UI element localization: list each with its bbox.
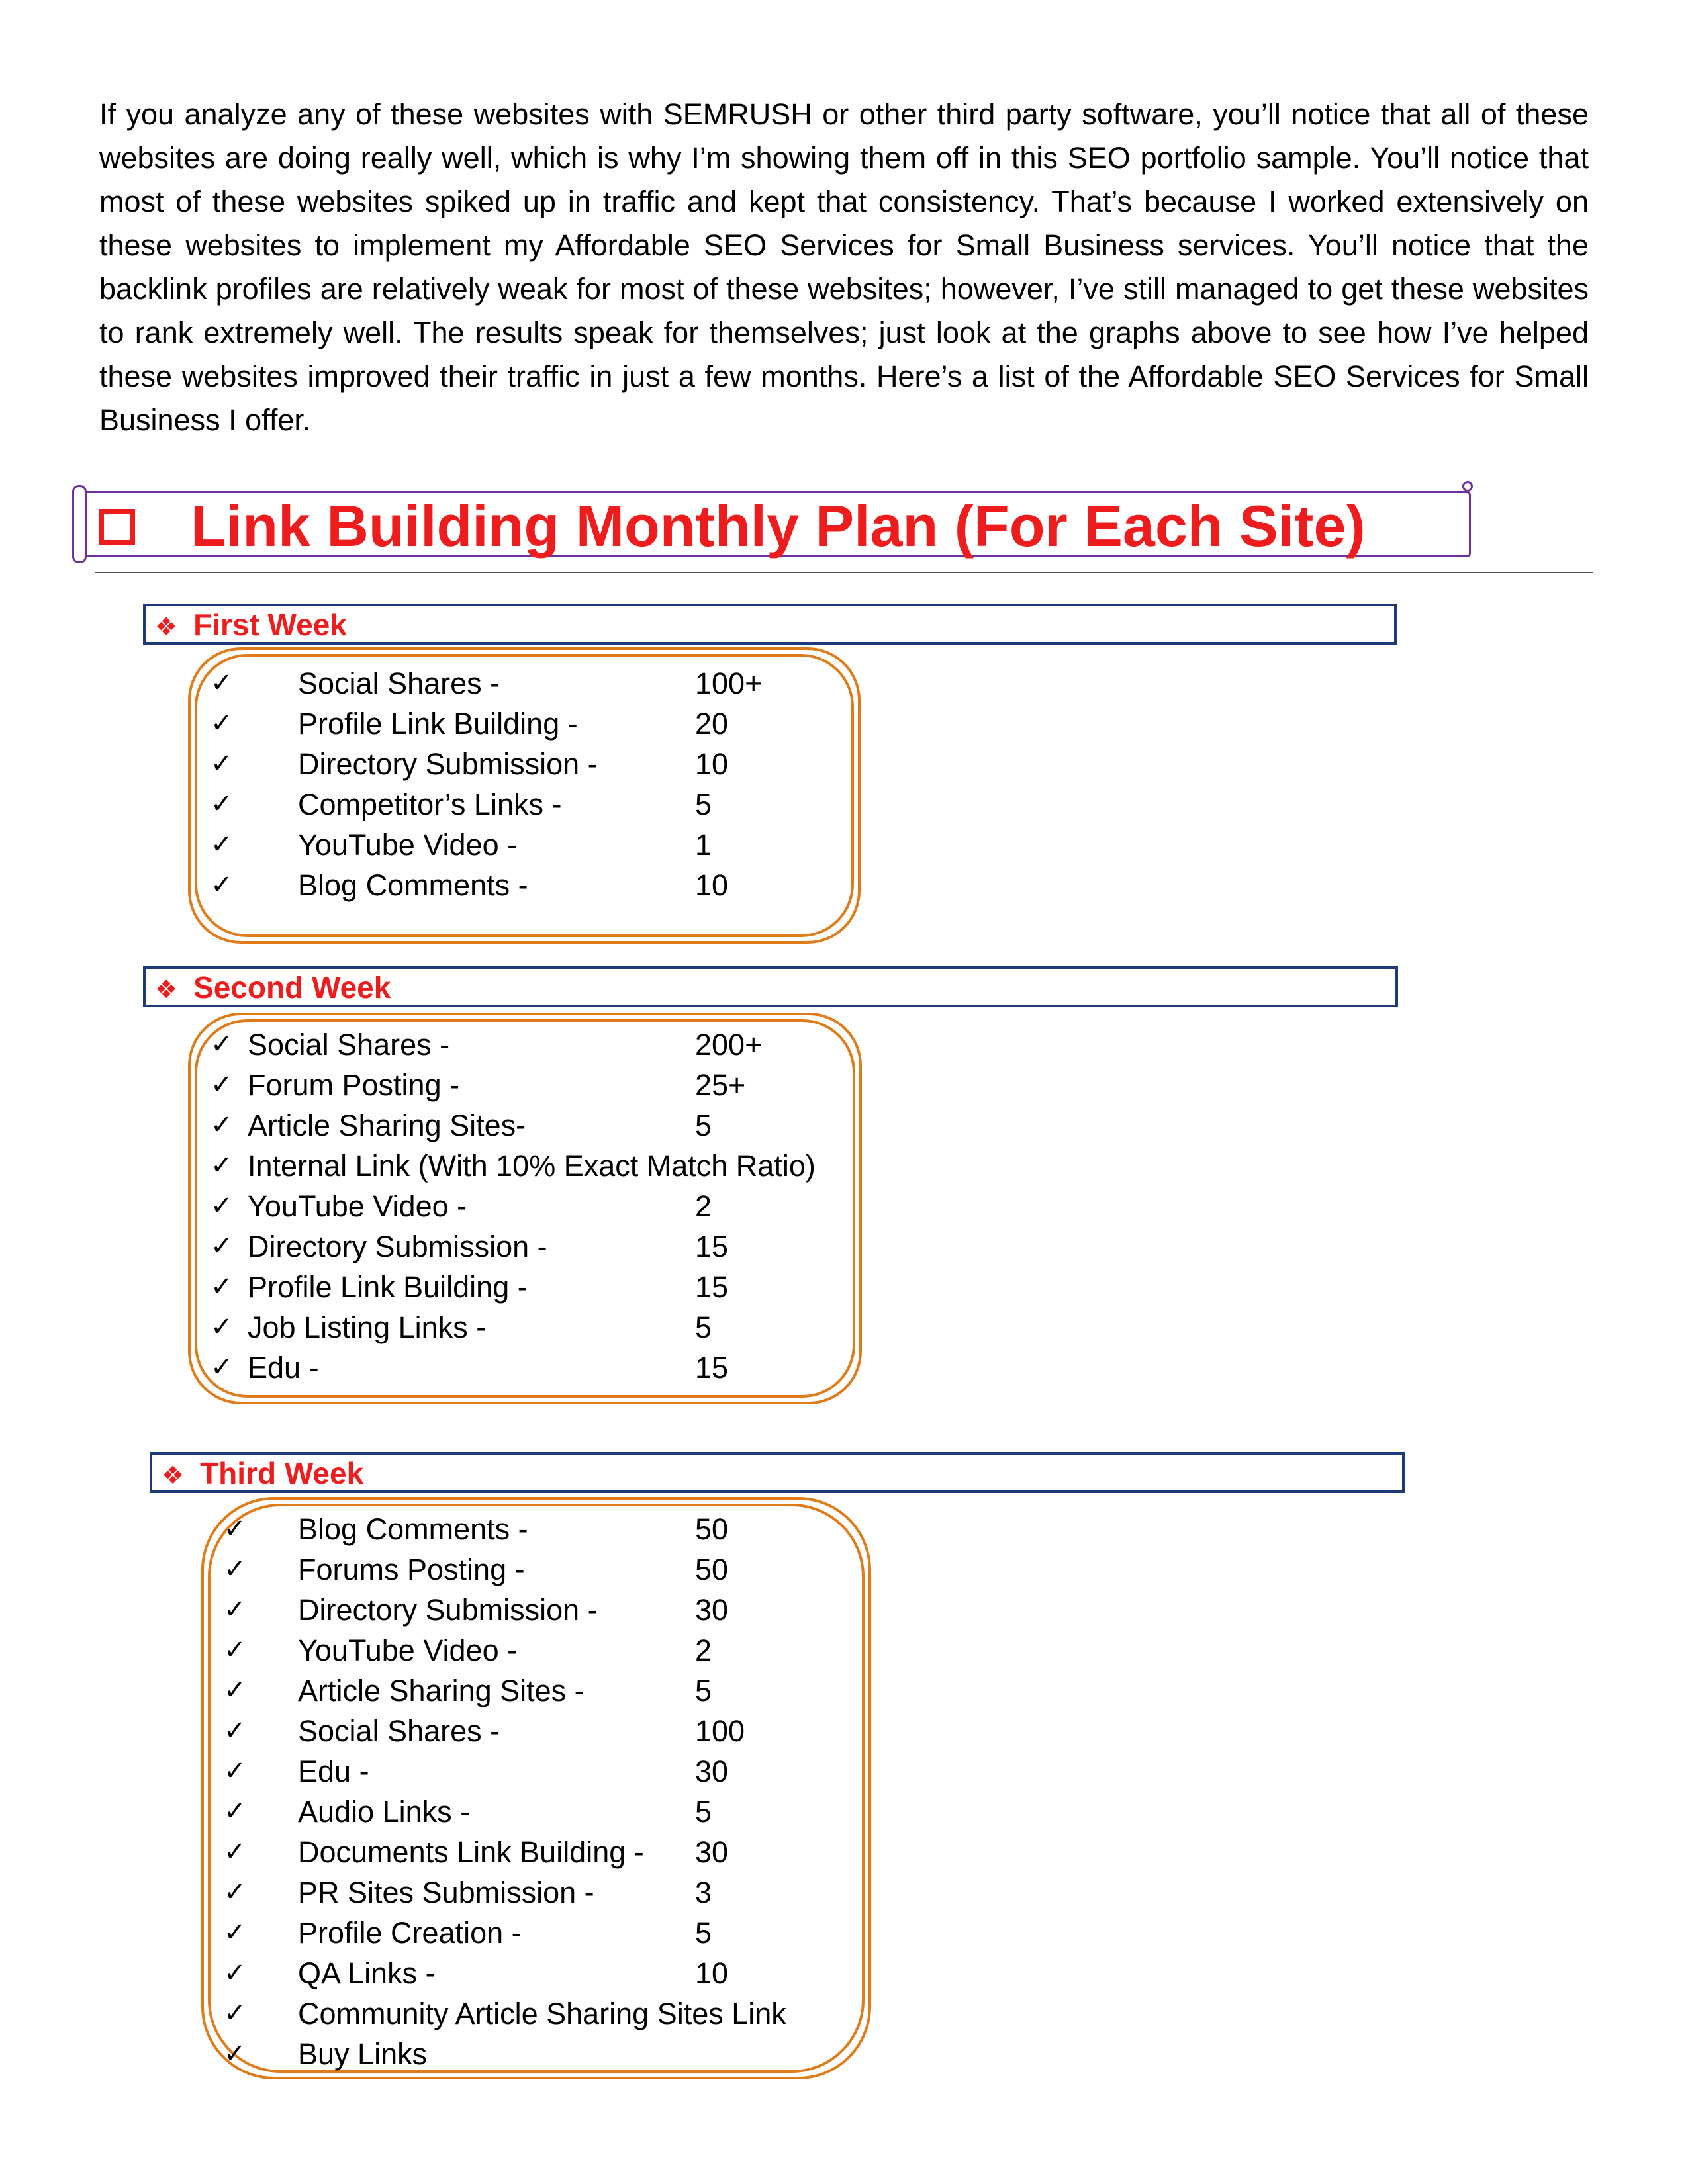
item-label: Profile Link Building - — [248, 1270, 528, 1304]
list-item — [0, 1186, 861, 1226]
checkmark-icon: ✓ — [224, 1715, 246, 1746]
list-item — [0, 663, 861, 704]
scroll-curl-right — [1462, 481, 1473, 492]
checkmark-icon: ✓ — [211, 1150, 233, 1181]
list-item — [0, 1913, 861, 1953]
checkmark-icon: ✓ — [211, 1110, 233, 1140]
item-label: Forums Posting - — [298, 1553, 525, 1586]
checkmark-icon: ✓ — [211, 1231, 233, 1261]
item-value: 5 — [695, 1674, 712, 1707]
item-label: Directory Submission - — [298, 747, 598, 781]
week-title: Second Week — [193, 970, 391, 1005]
main-heading — [99, 493, 1366, 559]
checkmark-icon: ✓ — [224, 1514, 246, 1544]
item-value: 100+ — [695, 666, 763, 700]
item-value: 2 — [695, 1189, 712, 1223]
item-value: 1 — [695, 828, 712, 862]
item-value: 15 — [695, 1270, 729, 1304]
item-value: 30 — [695, 1754, 729, 1788]
checkmark-icon: ✓ — [211, 1029, 233, 1060]
list-item — [0, 1711, 861, 1751]
item-label: PR Sites Submission - — [298, 1876, 594, 1909]
item-label: YouTube Video - — [298, 828, 518, 862]
item-value: 200+ — [695, 1028, 763, 1062]
item-value: 15 — [695, 1230, 729, 1263]
main-heading-text: Link Building Monthly Plan (For Each Site) — [191, 493, 1366, 559]
item-label: QA Links - — [298, 1956, 436, 1990]
item-label: Social Shares - — [248, 1028, 450, 1062]
item-value: 100 — [695, 1714, 745, 1748]
item-label: Profile Creation - — [298, 1916, 522, 1950]
checkmark-icon: ✓ — [211, 749, 233, 779]
checkmark-icon: ✓ — [211, 1069, 233, 1100]
checkmark-icon: ✓ — [211, 870, 233, 900]
item-value: 30 — [695, 1835, 729, 1869]
list-item — [0, 1630, 861, 1670]
item-value: 50 — [695, 1553, 729, 1586]
list-item — [0, 2034, 861, 2074]
list-item — [0, 1953, 861, 1993]
checkmark-icon: ✓ — [211, 1312, 233, 1342]
four-diamond-icon: ❖ — [155, 976, 178, 1004]
item-label: Forum Posting - — [248, 1068, 460, 1102]
list-item — [0, 1509, 861, 1549]
item-value: 30 — [695, 1593, 729, 1627]
checkmark-icon: ✓ — [224, 1796, 246, 1827]
list-item — [0, 744, 861, 784]
week-bar-second — [143, 966, 1398, 1007]
list-item — [0, 1226, 861, 1267]
list-item — [0, 825, 861, 865]
item-value: 5 — [695, 1795, 712, 1829]
list-item — [0, 1872, 861, 1913]
week-bar-third — [150, 1452, 1405, 1493]
item-value: 3 — [695, 1876, 712, 1909]
list-item — [0, 1024, 861, 1065]
week-one-list — [0, 663, 861, 905]
list-item — [0, 1993, 861, 2034]
checkmark-icon: ✓ — [211, 708, 233, 739]
item-value: 10 — [695, 868, 729, 902]
item-value: 10 — [695, 747, 729, 781]
item-label: Blog Comments - — [298, 868, 528, 902]
list-item — [0, 1105, 861, 1146]
checkmark-icon: ✓ — [211, 668, 233, 698]
item-label: Directory Submission - — [248, 1230, 547, 1263]
item-label: YouTube Video - — [298, 1633, 518, 1667]
item-label: Social Shares - — [298, 666, 500, 700]
intro-paragraph: If you analyze any of these websites with SEMRUSH or other third party software, you’ll notice that all of these websites are doing really well, which is why I’m showing them off in this SEO portfolio sample. You’ll notice that most of these websites spiked up in traffic and kept that consistency. That’s because I worked extensively on these websites to implement my Affordable SEO Services for Small Business services. You’ll notice that the backlink profiles are relatively weak for most of these websites; however, I’ve still managed to get these websites to rank extremely well. The results speak for themselves; just look at the graphs above to see how I’ve helped these websites improved their traffic in just a few months. Here’s a list of the Affordable SEO Services for Small Business I offer. — [99, 97, 1589, 437]
heading-divider — [95, 572, 1593, 573]
checkmark-icon: ✓ — [224, 1837, 246, 1867]
list-item — [0, 1347, 861, 1388]
scroll-curl-left — [72, 485, 87, 563]
list-item — [0, 1146, 861, 1186]
item-label: Edu - — [248, 1351, 319, 1385]
item-value: 5 — [695, 1310, 712, 1344]
checkmark-icon: ✓ — [224, 1554, 246, 1584]
item-label: Directory Submission - — [298, 1593, 598, 1627]
item-label: Buy Links — [298, 2037, 428, 2071]
checkmark-icon: ✓ — [211, 1271, 233, 1302]
item-label: Community Article Sharing Sites Link — [298, 1997, 786, 2030]
item-value: 20 — [695, 707, 729, 741]
week-title: First Week — [193, 608, 347, 642]
item-value: 15 — [695, 1351, 729, 1385]
item-label: Blog Comments - — [298, 1512, 528, 1546]
week-three-list — [0, 1509, 861, 2074]
item-label: Documents Link Building - — [298, 1835, 644, 1869]
list-item — [0, 1792, 861, 1832]
item-value: 5 — [695, 788, 712, 821]
item-label: Competitor’s Links - — [298, 788, 562, 821]
item-label: Article Sharing Sites- — [248, 1109, 526, 1142]
checkmark-icon: ✓ — [224, 1594, 246, 1625]
checkmark-icon: ✓ — [224, 1877, 246, 1907]
item-label: Edu - — [298, 1754, 369, 1788]
checkmark-icon: ✓ — [224, 1756, 246, 1786]
four-diamond-icon: ❖ — [155, 614, 178, 641]
item-label: Audio Links - — [298, 1795, 471, 1829]
item-label: YouTube Video - — [248, 1189, 467, 1223]
list-item — [0, 865, 861, 905]
week-bar-first — [143, 604, 1397, 645]
checkmark-icon: ✓ — [211, 1352, 233, 1383]
list-item — [0, 704, 861, 744]
checkmark-icon: ✓ — [224, 1958, 246, 1988]
four-diamond-icon: ❖ — [162, 1462, 185, 1490]
checkmark-icon: ✓ — [224, 1998, 246, 2028]
checkmark-icon: ✓ — [224, 1917, 246, 1948]
list-item — [0, 1670, 861, 1711]
week-title: Third Week — [200, 1456, 364, 1490]
checkmark-icon: ✓ — [224, 1675, 246, 1706]
item-label: Article Sharing Sites - — [298, 1674, 585, 1707]
item-value: 10 — [695, 1956, 729, 1990]
list-item — [0, 1065, 861, 1105]
checkbox-square-icon — [99, 509, 135, 545]
list-item — [0, 1590, 861, 1630]
checkmark-icon: ✓ — [211, 789, 233, 819]
list-item — [0, 1307, 861, 1347]
item-value: 5 — [695, 1109, 712, 1142]
list-item — [0, 1751, 861, 1792]
item-value: 50 — [695, 1512, 729, 1546]
checkmark-icon: ✓ — [211, 829, 233, 860]
item-label: Internal Link (With 10% Exact Match Ratio) — [248, 1149, 816, 1183]
item-value: 2 — [695, 1633, 712, 1667]
item-value: 5 — [695, 1916, 712, 1950]
list-item — [0, 1267, 861, 1307]
list-item — [0, 784, 861, 825]
item-label: Job Listing Links - — [248, 1310, 487, 1344]
checkmark-icon: ✓ — [224, 2038, 246, 2069]
checkmark-icon: ✓ — [224, 1635, 246, 1665]
list-item — [0, 1832, 861, 1872]
item-label: Profile Link Building - — [298, 707, 578, 741]
checkmark-icon: ✓ — [211, 1191, 233, 1221]
week-two-list — [0, 1024, 861, 1388]
list-item — [0, 1549, 861, 1590]
item-value: 25+ — [695, 1068, 746, 1102]
item-label: Social Shares - — [298, 1714, 500, 1748]
